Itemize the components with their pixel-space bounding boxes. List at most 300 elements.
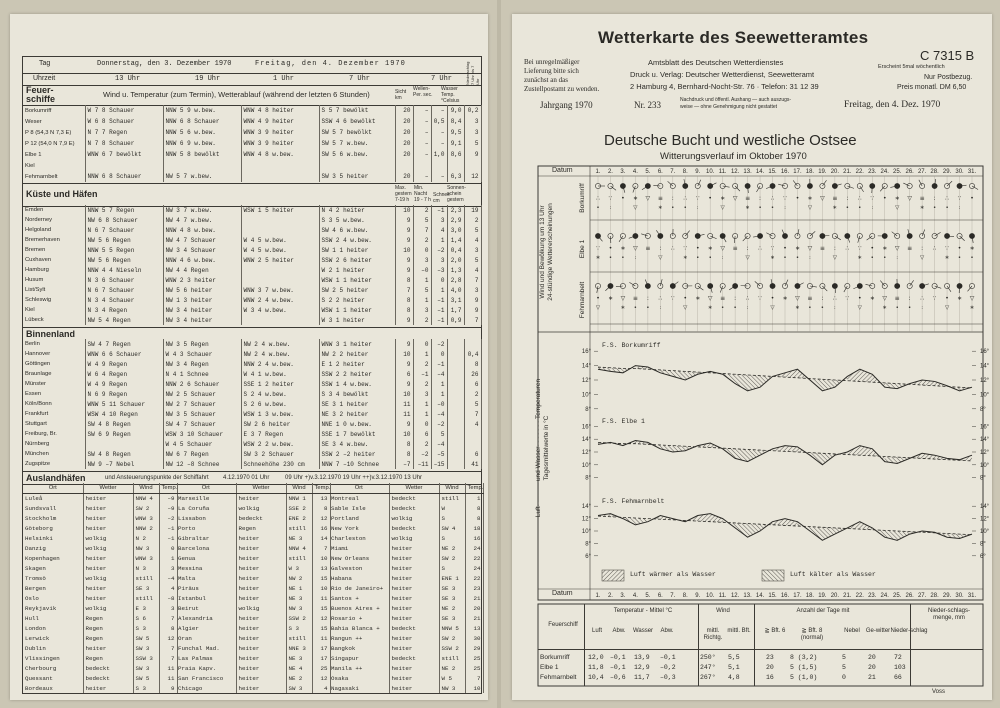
- table-row: [329, 583, 483, 593]
- weather-symbol: :: [696, 205, 699, 211]
- table-row: [23, 503, 177, 513]
- cell: London: [23, 623, 83, 633]
- cell: [319, 160, 395, 171]
- cell: 8,4: [447, 116, 464, 127]
- cell: 13: [465, 623, 483, 633]
- cell: S 5 7 bewölkt: [319, 105, 395, 116]
- cell: heiter: [236, 543, 286, 553]
- summary-cell: 5 (1,0): [790, 674, 818, 681]
- weather-symbol: ∵: [932, 295, 937, 302]
- cell: –4: [431, 369, 447, 379]
- cell: wolkig: [83, 533, 133, 543]
- cell: –0: [413, 265, 431, 275]
- weather-symbol: ≡: [807, 295, 813, 302]
- cell: Bordeaux: [23, 683, 83, 693]
- cloud-cover-symbol: [633, 283, 638, 288]
- cell: Rio de Janeiro+: [329, 583, 389, 593]
- cell: NNW 7 –10 Schnee: [319, 459, 395, 469]
- cell: 18: [465, 523, 483, 533]
- cell: SSE 1 7 bewölkt: [319, 429, 395, 439]
- cell: heiter: [83, 553, 133, 563]
- cell: –11: [413, 459, 431, 469]
- weather-symbol: ≡: [907, 245, 913, 252]
- cell: 11: [312, 633, 330, 643]
- cell: W 3 1 heiter: [319, 315, 395, 325]
- day-label: 5.: [645, 593, 651, 599]
- weather-symbol: ∵: [857, 245, 862, 252]
- table-row: [23, 315, 481, 325]
- weather-symbol: ▽: [770, 305, 775, 311]
- air-temp-line: [598, 514, 972, 541]
- cell: N 7 8 Schauer: [85, 138, 163, 149]
- col-sonne: Sonnen-schein gestern: [447, 185, 466, 203]
- col-wellen: Wellen- Per. sec.: [413, 86, 433, 98]
- cell: heiter: [236, 643, 286, 653]
- weather-symbol: •: [858, 205, 862, 211]
- cell: ENE 2: [286, 513, 312, 523]
- cell: –1: [431, 295, 447, 305]
- cell: 1,3: [447, 265, 464, 275]
- cell: 5: [464, 255, 481, 265]
- table-row: [23, 683, 177, 693]
- summary-label: Luft: [591, 628, 602, 634]
- cell: Oran: [176, 633, 236, 643]
- weather-symbol: •: [970, 195, 974, 202]
- cell: 1: [431, 235, 447, 245]
- cell: 7: [159, 643, 177, 653]
- cell: WSW 1 1 heiter: [319, 275, 395, 285]
- wind-axis-label: Wind und Bewölkung um 13 Uhr 24-stündige Wettererscheinungen: [539, 203, 554, 301]
- cell: E 1 2 heiter: [319, 359, 395, 369]
- cell: NW 12 –8 Schnee: [163, 459, 241, 469]
- cell: 0,9: [447, 315, 464, 325]
- cell: N 3 4 Schauer: [85, 295, 163, 305]
- day1-label: Donnerstag, den 3. Dezember 1970: [97, 60, 232, 68]
- summary-col-line: [910, 604, 911, 686]
- weather-symbol: ▽: [920, 255, 925, 261]
- station-series-label: F.S. Borkumriff: [602, 342, 661, 349]
- cell: NW 4 7 w.bew.: [163, 215, 241, 225]
- cell: Buenos Aires +: [329, 603, 389, 613]
- weather-symbol: •: [633, 305, 638, 311]
- station-name: Stuttgart: [23, 419, 85, 429]
- cell: heiter: [83, 493, 133, 503]
- temp-tick-label: 6°: [980, 553, 986, 560]
- cloud-cover-symbol: [695, 183, 700, 188]
- cell: 21: [465, 593, 483, 603]
- cell: 2,8: [447, 275, 464, 285]
- cell: 10: [395, 245, 413, 255]
- cell: 9: [395, 339, 413, 349]
- summary-cell: 11,8: [588, 664, 604, 671]
- weather-symbol: ∵: [683, 245, 688, 252]
- cell: SW 4 7 Regen: [85, 339, 163, 349]
- cell: NNW 6 9 w.bew.: [163, 138, 241, 149]
- summary-cell: 12,0: [588, 654, 604, 661]
- table-row: [23, 349, 481, 359]
- summary-label: Nieder-schlag: [890, 628, 928, 634]
- table-row: [176, 563, 330, 573]
- weather-symbol: ∴: [683, 195, 688, 202]
- datum-label-top: Datum: [552, 167, 573, 174]
- weather-symbol: :: [746, 305, 749, 311]
- cell: 2: [413, 235, 431, 245]
- weather-symbol: •: [795, 195, 800, 202]
- cell: NE 4: [286, 663, 312, 673]
- cloud-cover-symbol: [658, 233, 663, 238]
- cell: 29: [465, 643, 483, 653]
- cell: 9,5: [447, 127, 464, 138]
- weather-symbol: ▽: [820, 195, 825, 202]
- cell: Cherbourg: [23, 663, 83, 673]
- cell: 5: [413, 285, 431, 295]
- ausland-col-header: Wind: [133, 483, 159, 493]
- cell: Rangun ++: [329, 633, 389, 643]
- table-row: [23, 235, 481, 245]
- cell: SW 6 9 Regen: [85, 429, 163, 439]
- time-5: 7 Uhr: [431, 75, 453, 83]
- cell: SSW 2: [286, 613, 312, 623]
- cell: SSW 4 6 bewölkt: [319, 116, 395, 127]
- day-label: 23.: [868, 593, 877, 599]
- temp-tick-label: 16°: [581, 349, 591, 356]
- cloud-cover-symbol: [907, 283, 912, 288]
- weather-symbol: ≡: [720, 295, 726, 302]
- time-1: 13 Uhr: [115, 75, 141, 83]
- day-label: 13.: [743, 593, 752, 599]
- binnenland-title: Binnenland: [26, 329, 75, 339]
- publisher-1: Amtsblatt des Deutschen Wetterdienstes: [648, 58, 784, 67]
- cell: N 2: [133, 533, 159, 543]
- cell: 3: [464, 285, 481, 295]
- station-name: Elbe 1: [23, 149, 85, 160]
- jahrgang: Jahrgang 1970: [540, 100, 593, 110]
- cell: [241, 275, 319, 285]
- weather-symbol: ∗: [795, 305, 800, 311]
- cell: NNW 2 6 Schauer: [163, 379, 241, 389]
- cell: NE 2: [439, 603, 465, 613]
- cell: heiter: [83, 583, 133, 593]
- cell: heiter: [236, 683, 286, 693]
- cell: N 6 7 Schauer: [85, 225, 163, 235]
- table-row: [23, 513, 177, 523]
- weather-symbol: ∗: [957, 295, 963, 302]
- table-row: [329, 623, 483, 633]
- signature: Voss: [932, 689, 946, 695]
- table-row: [23, 389, 481, 399]
- cell: Regen: [83, 633, 133, 643]
- cell: still: [439, 493, 465, 503]
- time-3: 1 Uhr: [273, 75, 295, 83]
- weather-symbol: ∵: [596, 245, 600, 252]
- cell: wolkig: [389, 533, 439, 543]
- table-row: [23, 613, 177, 623]
- cell: San Francisco: [176, 673, 236, 683]
- cell: SSE 2: [286, 503, 312, 513]
- cell: Habana: [329, 573, 389, 583]
- cell: 0,4: [447, 245, 464, 255]
- cell: WNW 3: [133, 553, 159, 563]
- ausland-col-header: Temp.: [465, 483, 483, 493]
- cell: SW 2: [439, 553, 465, 563]
- cell: SW 5 7 w.bew.: [319, 138, 395, 149]
- cell: 17: [312, 653, 330, 663]
- cell: SW 4 8 Regen: [85, 449, 163, 459]
- cell: SW 2: [133, 503, 159, 513]
- station-name: Bremen: [23, 245, 85, 255]
- cell: [464, 160, 481, 171]
- weather-symbol: :: [933, 195, 936, 202]
- day-label: 31.: [967, 593, 977, 599]
- weather-symbol: ∴: [596, 195, 600, 202]
- temp-tick-label: 14°: [980, 504, 990, 511]
- day-label: 7.: [670, 169, 676, 175]
- weather-symbol: •: [858, 295, 862, 302]
- cell: Santos +: [329, 593, 389, 603]
- cell: –15: [431, 459, 447, 469]
- cell: 1,4: [447, 235, 464, 245]
- station-name: P 8 (54,3 N 7,3 E): [23, 127, 85, 138]
- cell: S 3: [286, 623, 312, 633]
- cell: Helsinki: [23, 533, 83, 543]
- summary-label: ≧ Bft. 8 (normal): [800, 628, 824, 641]
- table-row: [329, 513, 483, 523]
- cell: [447, 389, 464, 399]
- cell: Sundsvall: [23, 503, 83, 513]
- table-row: [23, 623, 177, 633]
- table-row: [329, 613, 483, 623]
- cell: 8: [465, 513, 483, 523]
- legend-cold-swatch: [762, 570, 784, 581]
- weather-symbol: ∴: [945, 195, 949, 202]
- wind-station-label: Fehmarnbelt: [579, 281, 586, 319]
- summary-label: Wasser: [632, 628, 654, 634]
- table-row: [23, 305, 481, 315]
- day2-label: Freitag, den 4. Dezember 1970: [255, 60, 406, 68]
- cell: NW 3 7 w.bew.: [163, 205, 241, 215]
- cell: W 3 4 w.bew.: [241, 305, 319, 315]
- monthly-summary: [538, 604, 983, 686]
- cell: heiter: [83, 563, 133, 573]
- weather-symbol: ∵: [870, 195, 875, 202]
- cell: N 7 7 Regen: [85, 127, 163, 138]
- publisher-3: 2 Hamburg 4, Bernhard-Nocht-Str. 76 · Telefon: 31 12 39: [630, 82, 819, 91]
- chart-subtitle: Witterungsverlauf im Oktober 1970: [660, 151, 807, 162]
- weather-symbol: :: [746, 245, 749, 252]
- cell: 4: [464, 265, 481, 275]
- cell: –: [413, 105, 431, 116]
- cell: 9,0: [447, 105, 464, 116]
- table-row: [23, 171, 481, 182]
- cell: SSE 1 2 heiter: [241, 379, 319, 389]
- cell: 1,0: [431, 149, 447, 160]
- table-row: [23, 673, 177, 683]
- cell: NW 3: [439, 683, 465, 693]
- cell: bedeckt: [236, 513, 286, 523]
- cell: heiter: [236, 553, 286, 563]
- table-row: [176, 603, 330, 613]
- cell: ENE 1: [439, 573, 465, 583]
- summary-cell: 103: [894, 664, 906, 671]
- cell: WSW 1 1 heiter: [319, 305, 395, 315]
- table-row: [23, 553, 177, 563]
- cell: 19: [464, 205, 481, 215]
- cell: N 6 9 Regen: [85, 389, 163, 399]
- cell: [395, 160, 413, 171]
- cell: [447, 399, 464, 409]
- cell: 8: [395, 449, 413, 459]
- day-label: 18.: [805, 169, 815, 175]
- table-row: [176, 633, 330, 643]
- ausland-col-header: Temp.: [159, 483, 177, 493]
- note-left: Bei unregelmäßiger Lieferung bitte sich zunächst an das Zustellpostamt zu wenden.: [524, 58, 600, 93]
- weather-symbol: •: [621, 255, 625, 261]
- temp-tick-label: 10°: [581, 529, 591, 535]
- cell: NNW 4 8 w.bew.: [163, 225, 241, 235]
- ausland-subtitle: und Ansteuerungspunkte der Schiffahrt: [105, 475, 209, 481]
- cell: 8,6: [447, 149, 464, 160]
- day-label: 19.: [818, 169, 827, 175]
- weather-symbol: ▽: [620, 295, 626, 302]
- cell: WNW 4 8 w.bew.: [241, 149, 319, 160]
- cell: Rosario +: [329, 613, 389, 623]
- cell: SSW 2 –2 heiter: [319, 449, 395, 459]
- cell: –1: [431, 359, 447, 369]
- cell: SW 3: [133, 663, 159, 673]
- day-label: 18.: [805, 593, 815, 599]
- table-row: [329, 663, 483, 673]
- kueste-title: Küste und Häfen: [26, 189, 98, 199]
- cell: E 3: [133, 603, 159, 613]
- cell: 9: [464, 149, 481, 160]
- day-label: 9.: [695, 169, 701, 175]
- cell: WNW 2 5 heiter: [241, 255, 319, 265]
- cloud-cover-symbol: [708, 233, 713, 238]
- weather-symbol: ≡: [745, 195, 751, 202]
- cell: 4: [464, 419, 481, 429]
- cell: New Orleans: [329, 553, 389, 563]
- cell: Porto: [176, 523, 236, 533]
- cell: SE 3 4 w.bew.: [319, 439, 395, 449]
- cell: W 4 9 Regen: [85, 379, 163, 389]
- cell: S 3: [133, 683, 159, 693]
- table-row: [329, 593, 483, 603]
- table-row: [23, 127, 481, 138]
- cell: 10: [395, 205, 413, 215]
- cell: wolkig: [83, 543, 133, 553]
- cell: SW 3 2 Schauer: [241, 449, 319, 459]
- cell: 3: [413, 389, 431, 399]
- cell: WSW 1 5 heiter: [241, 205, 319, 215]
- weather-symbol: •: [608, 245, 613, 252]
- cell: 11: [312, 593, 330, 603]
- station-series-label: F.S. Fehmarnbelt: [602, 498, 665, 505]
- cell: 2: [413, 359, 431, 369]
- weather-symbol: •: [957, 245, 962, 252]
- cell: 0: [431, 275, 447, 285]
- cell: NNW 4 6 w.bew.: [163, 255, 241, 265]
- issue-date: Freitag, den 4. Dez. 1970: [844, 100, 941, 110]
- time-4: 7 Uhr: [349, 75, 371, 83]
- cell: 7: [464, 275, 481, 285]
- cell: NE 3 2 heiter: [319, 409, 395, 419]
- cell: SE 3: [439, 583, 465, 593]
- cell: 20: [395, 149, 413, 160]
- cell: SE 3 1 heiter: [319, 399, 395, 409]
- weather-symbol: :: [759, 195, 762, 202]
- table-row: [23, 399, 481, 409]
- cell: NE 3: [286, 653, 312, 663]
- cloud-cover-symbol: [620, 233, 625, 238]
- cell: –0: [431, 399, 447, 409]
- cell: –: [431, 138, 447, 149]
- table-row: [23, 533, 177, 543]
- summary-cell: 13,9: [634, 654, 650, 661]
- cell: NW 3 5 Schauer: [163, 409, 241, 419]
- cell: 8: [465, 503, 483, 513]
- cell: Skagen: [23, 563, 83, 573]
- weather-symbol: ∵: [770, 245, 775, 252]
- cell: –9: [159, 503, 177, 513]
- temp-diff-area: [748, 375, 760, 391]
- cell: bedeckt: [389, 493, 439, 503]
- cell: S 3: [133, 623, 159, 633]
- cell: NW 9 –7 Nebel: [85, 459, 163, 469]
- station-name: Hannover: [23, 349, 85, 359]
- cell: 3: [413, 305, 431, 315]
- weather-symbol: ∗: [707, 305, 713, 311]
- cell: heiter: [389, 543, 439, 553]
- station-name: Köln/Bonn: [23, 399, 85, 409]
- summary-cell: –0,3: [660, 674, 676, 681]
- weather-symbol: ▽: [745, 255, 750, 261]
- station-name: Emden: [23, 205, 85, 215]
- table-row: [176, 643, 330, 653]
- cell: Singapur: [329, 653, 389, 663]
- cell: NNW 4: [133, 493, 159, 503]
- cell: 0,4: [464, 349, 481, 359]
- cell: 3: [159, 603, 177, 613]
- cell: 5: [464, 138, 481, 149]
- feuerschiffe-table: [23, 105, 482, 182]
- cell: NW 4 4 Regen: [163, 265, 241, 275]
- station-name: Münster: [23, 379, 85, 389]
- cell: Funchal Mad.: [176, 643, 236, 653]
- cell: La Coruña: [176, 503, 236, 513]
- cell: heiter: [83, 683, 133, 693]
- datum-label-bottom: Datum: [552, 590, 573, 597]
- ausland-col-header: Wetter: [83, 483, 133, 493]
- cell: heiter: [236, 533, 286, 543]
- weather-symbol: ∗: [882, 305, 888, 311]
- cell: 8: [464, 359, 481, 369]
- table-row: [329, 603, 483, 613]
- cloud-cover-symbol: [720, 183, 725, 188]
- cell: 4,0: [447, 285, 464, 295]
- weather-symbol: ∗: [869, 295, 875, 302]
- cell: 1: [413, 409, 431, 419]
- cell: 0: [413, 419, 431, 429]
- cell: [464, 439, 481, 449]
- station-name: Göttingen: [23, 359, 85, 369]
- weather-symbol: ∵: [845, 295, 850, 302]
- cell: 30: [465, 633, 483, 643]
- weather-symbol: ∗: [969, 305, 975, 311]
- table-row: [23, 663, 177, 673]
- table-row: [23, 255, 481, 265]
- cell: –2: [431, 339, 447, 349]
- cell: heiter: [83, 643, 133, 653]
